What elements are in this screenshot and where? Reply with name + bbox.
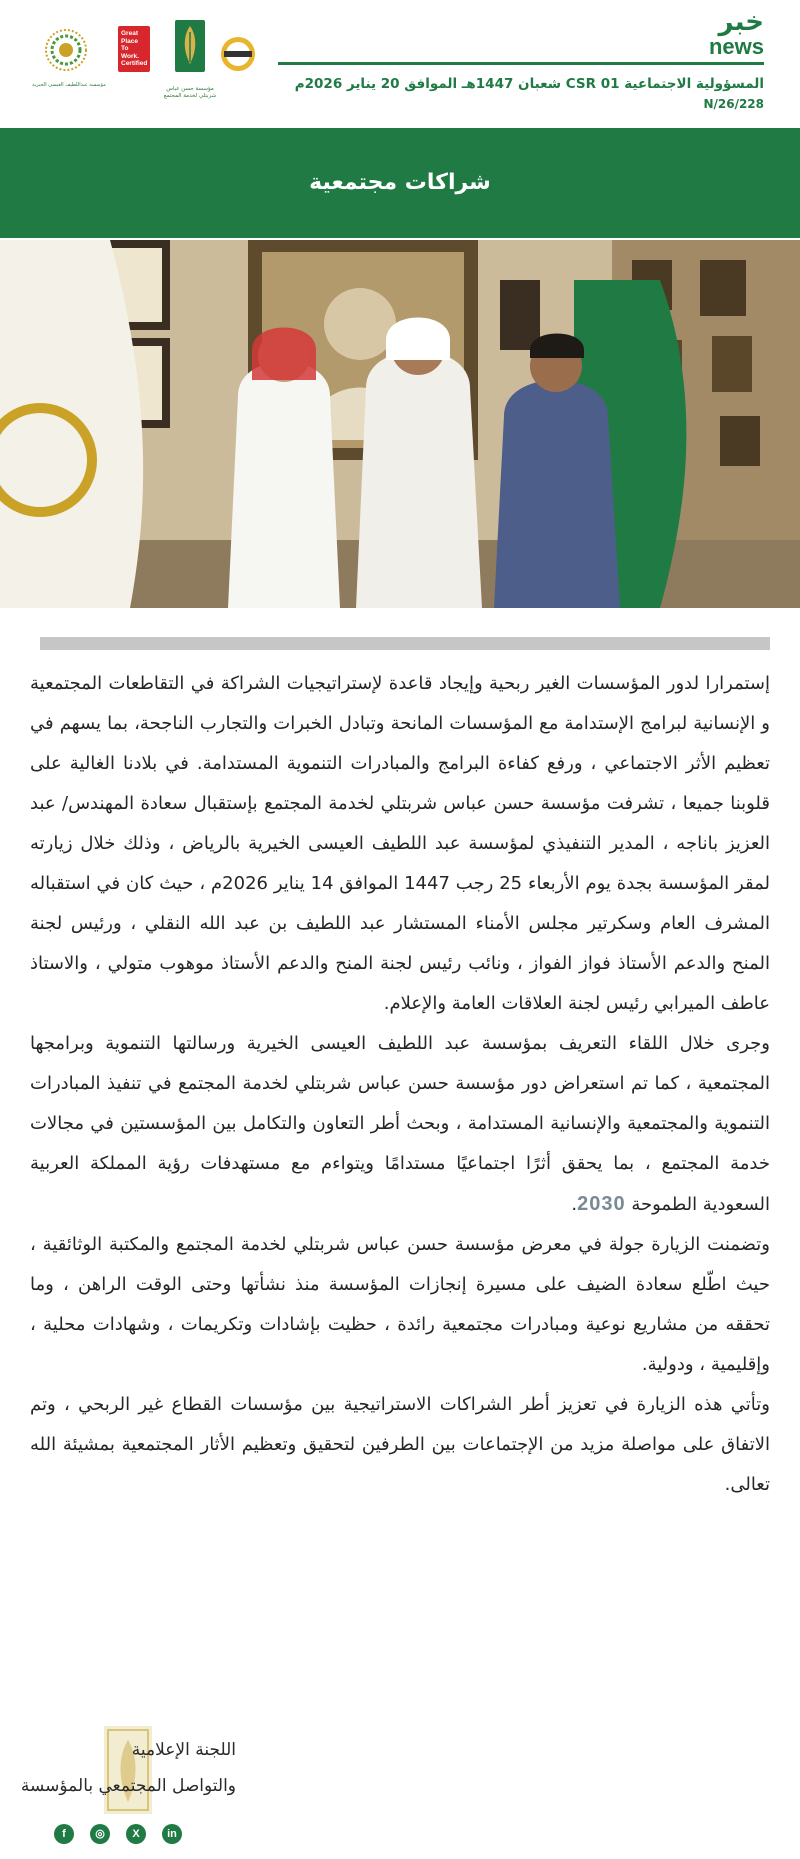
article-body — [30, 664, 770, 1505]
signature-block — [20, 1720, 236, 1820]
great-place-to-work-badge: Great Place To Work. Certified — [118, 26, 150, 72]
x-icon[interactable]: X — [126, 1824, 146, 1844]
brand-mark — [709, 8, 764, 58]
signature-line-2: والتواصل المجتمعي بالمؤسسة — [20, 1776, 236, 1796]
partner-logos — [30, 14, 270, 99]
issa-foundation-caption: مؤسسة عبداللطيف العيسى الخيرية — [32, 82, 106, 88]
iso-26000-badge-icon — [220, 36, 256, 72]
article-paragraph-1: إستمرارا لدور المؤسسات الغير ربحية وإيجاد قاعدة لإستراتيجيات الشراكة في التقاطعات المجتمعية و الإنسانية لبرامج الإستدامة مع المؤسسات المانحة وتبادل الخبرات والتجارب الناجحة، بما يسهم في تعظيم الأثر الاجتماعي ، ورفع كفاءة البرامج والمبادرات التنموية المستدامة. في بلادنا الغالية على قلوبنا جميعا ، تشرفت مؤسسة حسن عباس شربتلي لخدمة المجتمع بإستقبال سعادة المهندس/ عبد العزيز باناجه ، المدير التنفيذي لمؤسسة عبد اللطيف العيسى الخيرية بالرياض ، وذلك خلال زيارته لمقر المؤسسة بجدة يوم الأربعاء 25 رجب 1447 الموافق 14 يناير 2026م ، حيث كان في استقباله المشرف العام وسكرتير مجلس الأمناء المستشار عبد اللطيف بن عبد الله النقلي ، ورئيس لجنة المنح والدعم الأستاذ فواز الفواز ، ونائب رئيس لجنة المنح والدعم الأستاذ موهوب متولي ، والاستاذ عاطف الميرابي رئيس لجنة العلاقات العامة والإعلام. — [30, 673, 770, 1014]
article-paragraph-2-end: . — [571, 1194, 578, 1215]
signature-line-1: اللجنة الإعلامية — [131, 1740, 236, 1760]
section-divider — [40, 637, 770, 650]
issue-date-line: المسؤولية الاجتماعية CSR 01 شعبان 1447هـ الموافق 20 يناير 2026م — [294, 76, 764, 92]
visit-photo-illustration — [0, 240, 800, 608]
issa-foundation-logo-icon — [44, 28, 88, 72]
newsletter-header — [0, 0, 800, 128]
article-paragraph-2-text: وجرى خلال اللقاء التعريف بمؤسسة عبد اللطيف العيسى الخيرية ورسالتها التنموية وبرامجها المجتمعية ، كما تم استعراض دور مؤسسة حسن عباس شربتلي لخدمة المجتمع في تنفيذ المبادرات التنموية والمجتمعية والإنسانية المستدامة ، وبحث أطر التعاون والتكامل بين المؤسستين في مجالات خدمة المجتمع ، بما يحقق أثرًا اجتماعيًا مستدامًا ويتواءم مع مستهدفات رؤية المملكة العربية السعودية الطموحة — [30, 1033, 770, 1215]
page-title: شراكات مجتمعية — [309, 170, 491, 195]
article-paragraph-3: وتضمنت الزيارة جولة في معرض مؤسسة حسن عباس شربتلي لخدمة المجتمع والمكتبة الوثائقية ، حيث اطّلع سعادة الضيف على مسيرة إنجازات المؤسسة منذ نشأتها وحتى الوقت الراهن ، وما تحققه من مشاريع نوعية ومبادرات مجتمعية رائدة ، حظيت بإشادات وتكريمات ، وشهادات محلية ، وإقليمية ، ودولية. — [30, 1234, 770, 1375]
issue-number: N/26/228 — [703, 97, 764, 111]
visit-photo — [0, 240, 800, 608]
sharbatly-foundation-logo-icon — [175, 20, 205, 72]
linkedin-icon[interactable]: in — [162, 1824, 182, 1844]
article-paragraph-2 — [30, 1024, 770, 1225]
social-links — [54, 1824, 214, 1846]
facebook-icon[interactable]: f — [54, 1824, 74, 1844]
brand-arabic: خبر — [718, 7, 764, 37]
article-paragraph-4: وتأتي هذه الزيارة في تعزيز أطر الشراكات الاستراتيجية بين مؤسسات القطاع غير الربحي ، وتم الاتفاق على مواصلة مزيد من الإجتماعات بين الطرفين لتحقيق وتعظيم الأثار المجتمعية بمشيئة الله تعالى. — [30, 1394, 770, 1495]
sharbatly-foundation-caption: مؤسسة حسن عباس شربتلي لخدمة المجتمع — [163, 86, 217, 99]
instagram-icon[interactable]: ◎ — [90, 1824, 110, 1844]
vision-2030-mark: 2030 — [577, 1193, 626, 1215]
brand-english: news — [708, 34, 764, 59]
title-banner — [0, 128, 800, 238]
header-rule — [278, 62, 764, 65]
